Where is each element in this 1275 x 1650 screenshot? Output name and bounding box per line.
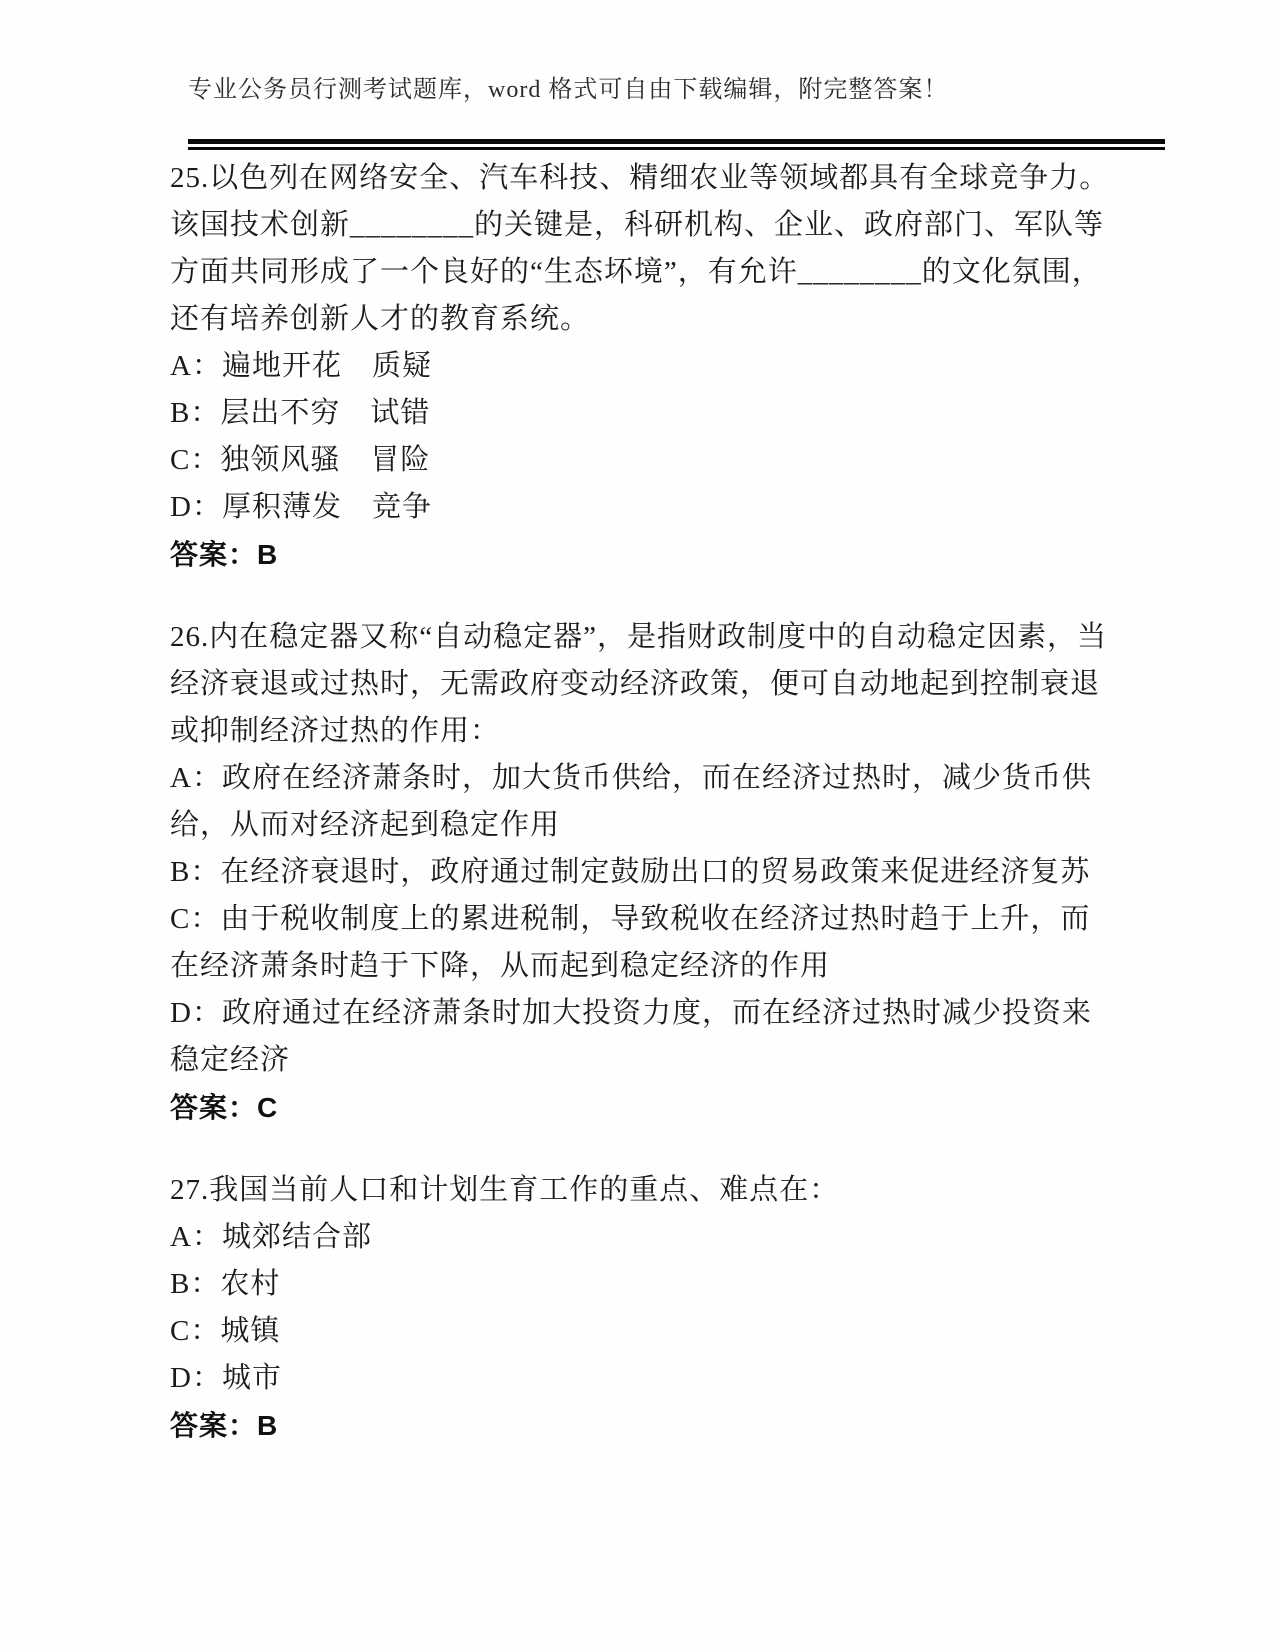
question-27: [170, 1167, 1115, 1449]
question-text: 27.我国当前人口和计划生育工作的重点、难点在：: [170, 1174, 840, 1206]
document-body: [170, 155, 1115, 1449]
option-a: A：政府在经济萧条时，加大货币供给，而在经济过热时，减少货币供给，从而对经济起到稳定作用: [170, 762, 1092, 841]
option-d: D：城市: [170, 1362, 282, 1394]
option-c: C：由于税收制度上的累进税制，导致税收在经济过热时趋于上升，而在经济萧条时趋于下降，从而起到稳定经济的作用: [170, 903, 1091, 982]
question-text: 26.内在稳定器又称“自动稳定器”，是指财政制度中的自动稳定因素，当经济衰退或过热时，无需政府变动经济政策，便可自动地起到控制衰退或抑制经济过热的作用：: [170, 621, 1107, 747]
question-25: [170, 155, 1115, 578]
answer-line: 答案：B: [170, 539, 279, 570]
option-b: B：层出不穷 试错: [170, 397, 431, 429]
option-c: C：独领风骚 冒险: [170, 444, 431, 476]
option-d: D：厚积薄发 竞争: [170, 491, 432, 523]
option-c: C：城镇: [170, 1315, 281, 1347]
option-a: A：遍地开花 质疑: [170, 350, 432, 382]
page-header: [188, 74, 1165, 150]
question-text: 25.以色列在网络安全、汽车科技、精细农业等领域都具有全球竞争力。该国技术创新________的关键是，科研机构、企业、政府部门、军队等方面共同形成了一个良好的“生态坏境”，有允许________的文化氛围，还有培养创新人才的教育系统。: [170, 162, 1110, 335]
option-d: D：政府通过在经济萧条时加大投资力度，而在经济过热时减少投资来稳定经济: [170, 997, 1092, 1076]
option-b: B：在经济衰退时，政府通过制定鼓励出口的贸易政策来促进经济复苏: [170, 856, 1091, 888]
question-26: [170, 614, 1115, 1131]
header-text: 专业公务员行测考试题库，word 格式可自由下载编辑，附完整答案！: [188, 77, 949, 103]
header-divider-rule: [188, 139, 1165, 150]
option-b: B：农村: [170, 1268, 281, 1300]
answer-line: 答案：B: [170, 1410, 279, 1441]
answer-line: 答案：C: [170, 1092, 279, 1123]
option-a: A：城郊结合部: [170, 1221, 372, 1253]
